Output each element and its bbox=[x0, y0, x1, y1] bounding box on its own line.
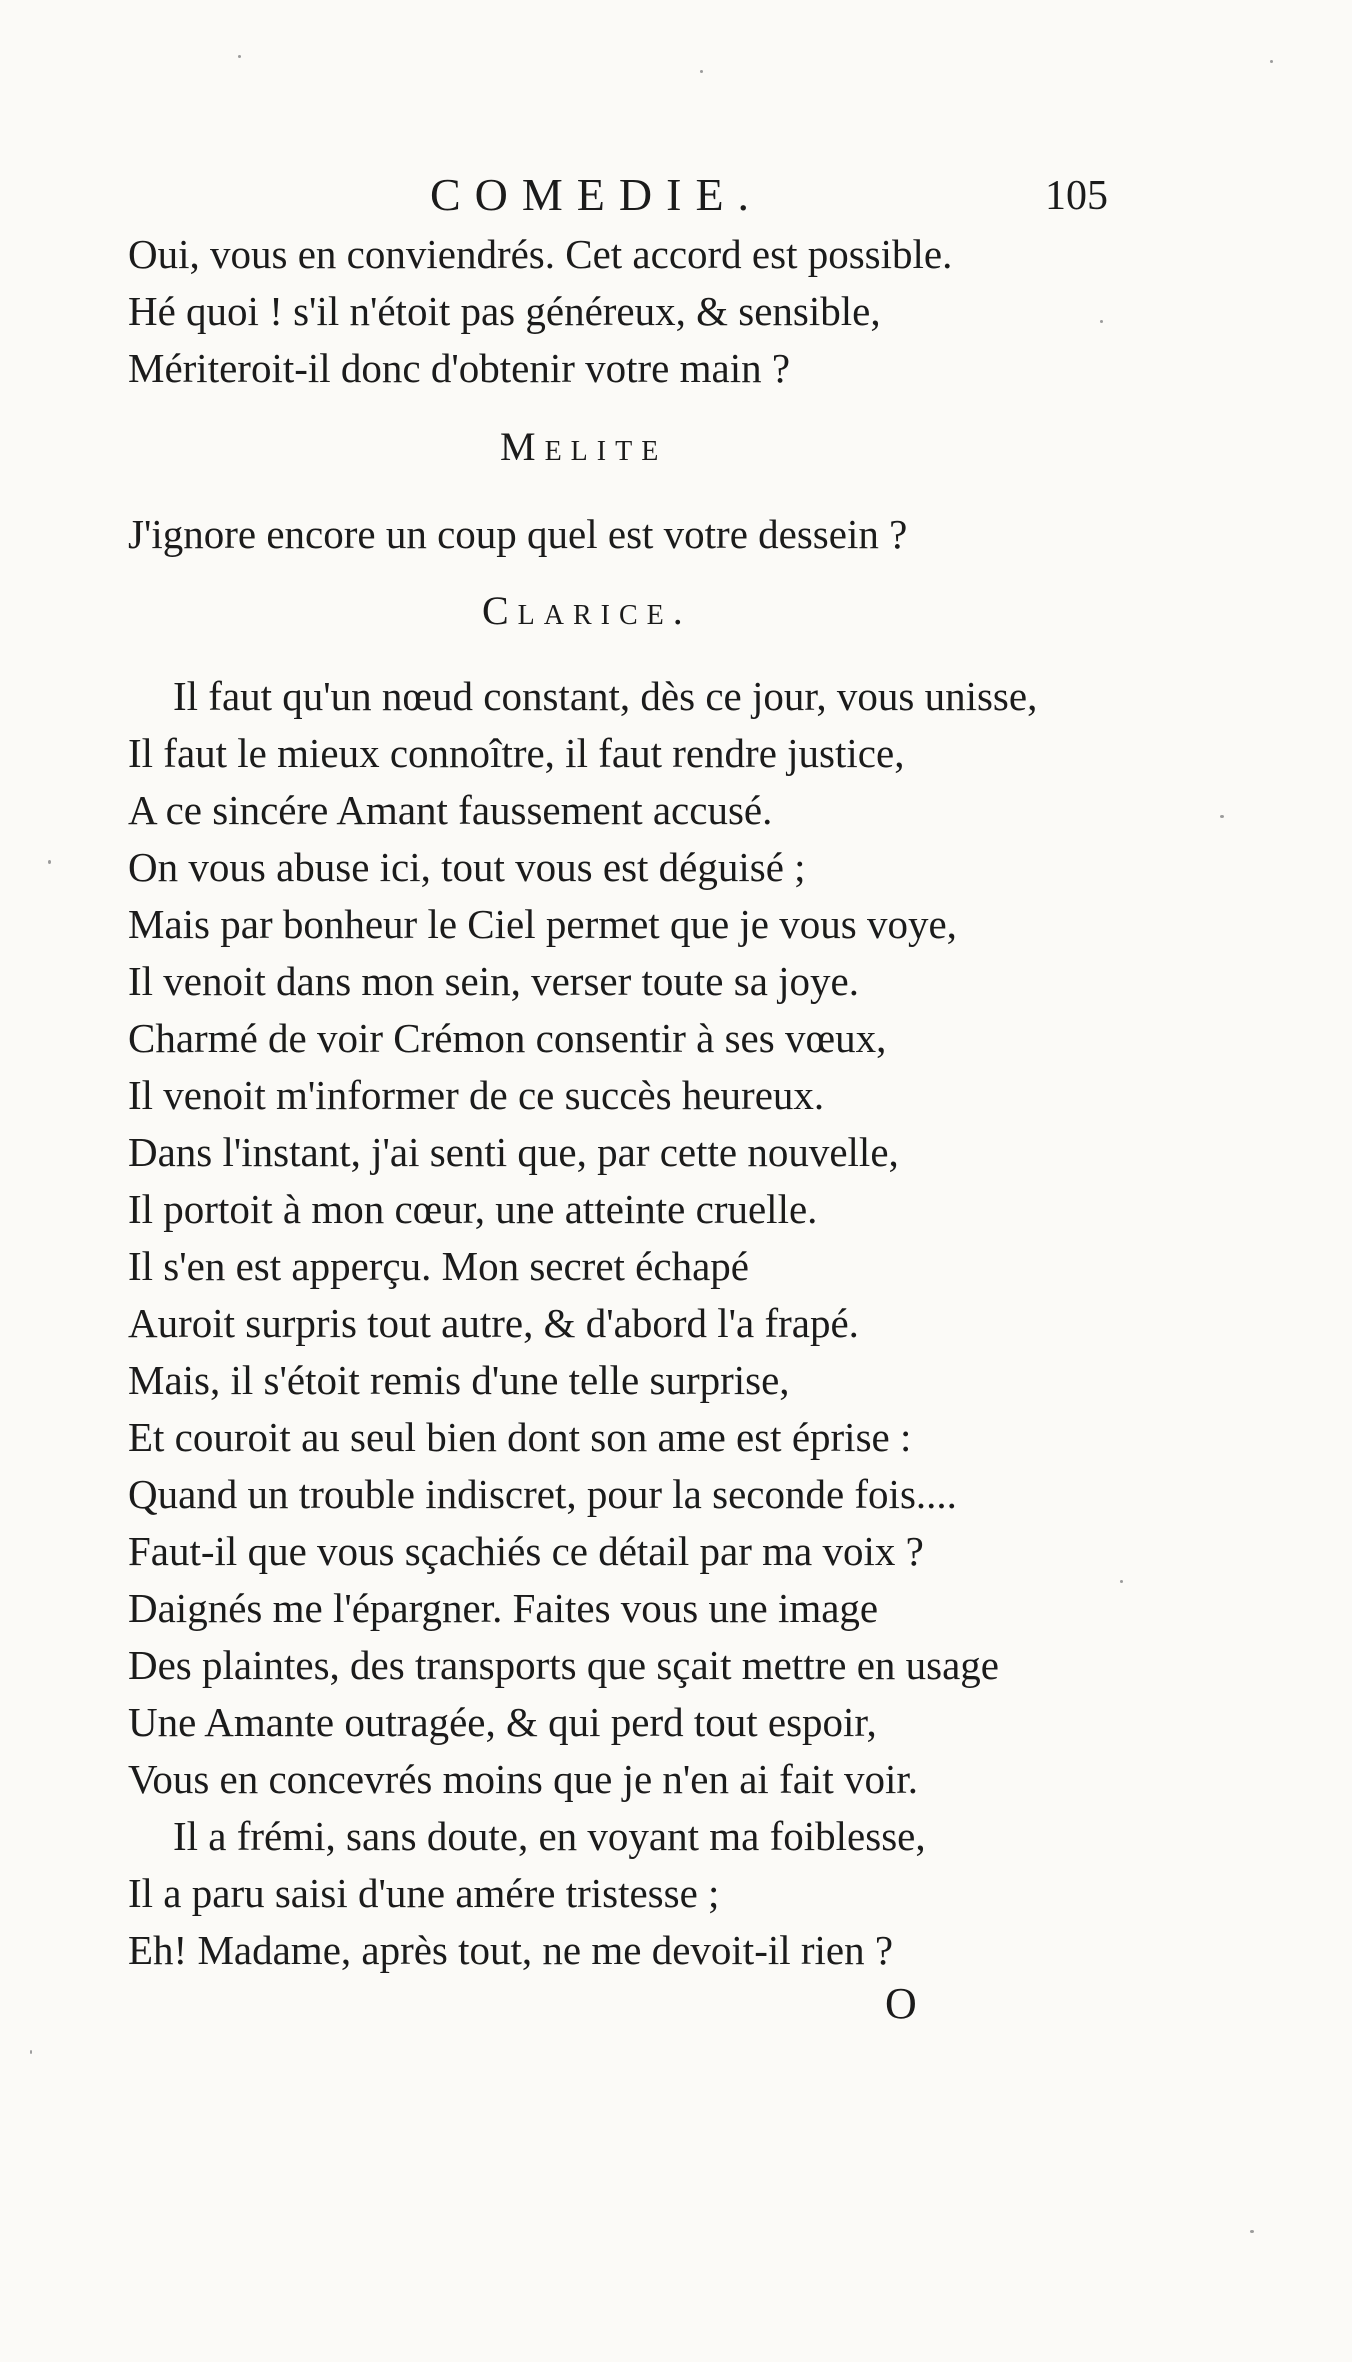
paper-speck bbox=[48, 860, 51, 864]
verse-line: Et couroit au seul bien dont son ame est éprise : bbox=[128, 1414, 912, 1460]
verse-line: Vous en concevrés moins que je n'en ai fait voir. bbox=[128, 1756, 918, 1802]
speaker-name: Melite bbox=[500, 424, 668, 469]
verse-block-2 bbox=[128, 506, 907, 563]
verse-block-1 bbox=[128, 226, 952, 397]
verse-line: Des plaintes, des transports que sçait mettre en usage bbox=[128, 1642, 999, 1688]
verse-line: Hé quoi ! s'il n'étoit pas généreux, & sensible, bbox=[128, 288, 881, 334]
verse-line: Il a paru saisi d'une amére tristesse ; bbox=[128, 1870, 720, 1916]
verse-line: Il a frémi, sans doute, en voyant ma foiblesse, bbox=[173, 1813, 926, 1859]
paper-speck bbox=[1100, 320, 1103, 323]
verse-line: Il faut le mieux connoître, il faut rendre justice, bbox=[128, 730, 905, 776]
paper-speck bbox=[238, 55, 241, 58]
speaker-name: Clarice. bbox=[482, 588, 692, 633]
verse-line: Mais, il s'étoit remis d'une telle surprise, bbox=[128, 1357, 790, 1403]
signature-mark: O bbox=[885, 1979, 917, 2028]
verse-line: Mériteroit-il donc d'obtenir votre main ? bbox=[128, 345, 791, 391]
verse-line: A ce sincére Amant faussement accusé. bbox=[128, 787, 773, 833]
verse-line: Charmé de voir Crémon consentir à ses vœux, bbox=[128, 1015, 887, 1061]
verse-line: Il portoit à mon cœur, une atteinte cruelle. bbox=[128, 1186, 818, 1232]
running-title: COMEDIE. bbox=[430, 169, 764, 220]
verse-block-3 bbox=[128, 668, 1037, 1979]
verse-line: Oui, vous en conviendrés. Cet accord est possible. bbox=[128, 231, 953, 277]
verse-line: Faut-il que vous sçachiés ce détail par ma voix ? bbox=[128, 1528, 924, 1574]
verse-line: Quand un trouble indiscret, pour la seconde fois.... bbox=[128, 1471, 957, 1517]
verse-line: Dans l'instant, j'ai senti que, par cette nouvelle, bbox=[128, 1129, 899, 1175]
verse-line: Il faut qu'un nœud constant, dès ce jour, vous unisse, bbox=[173, 673, 1038, 719]
verse-line: Eh! Madame, après tout, ne me devoit-il rien ? bbox=[128, 1927, 894, 1973]
verse-line: Une Amante outragée, & qui perd tout espoir, bbox=[128, 1699, 877, 1745]
paper-speck bbox=[1120, 1580, 1123, 1583]
verse-line: On vous abuse ici, tout vous est déguisé ; bbox=[128, 844, 806, 890]
verse-line: Mais par bonheur le Ciel permet que je vous voye, bbox=[128, 901, 957, 947]
paper-speck bbox=[700, 70, 703, 73]
verse-line: Il venoit dans mon sein, verser toute sa joye. bbox=[128, 958, 859, 1004]
paper-speck bbox=[1220, 815, 1224, 818]
paper-speck bbox=[1270, 60, 1273, 63]
verse-line: Daignés me l'épargner. Faites vous une image bbox=[128, 1585, 879, 1631]
verse-line: J'ignore encore un coup quel est votre dessein ? bbox=[128, 511, 908, 557]
paper-speck bbox=[30, 2050, 32, 2054]
page-number: 105 bbox=[1045, 173, 1108, 219]
verse-line: Auroit surpris tout autre, & d'abord l'a frapé. bbox=[128, 1300, 859, 1346]
paper-speck bbox=[1250, 2230, 1254, 2233]
verse-line: Il s'en est apperçu. Mon secret échapé bbox=[128, 1243, 749, 1289]
verse-line: Il venoit m'informer de ce succès heureux. bbox=[128, 1072, 825, 1118]
